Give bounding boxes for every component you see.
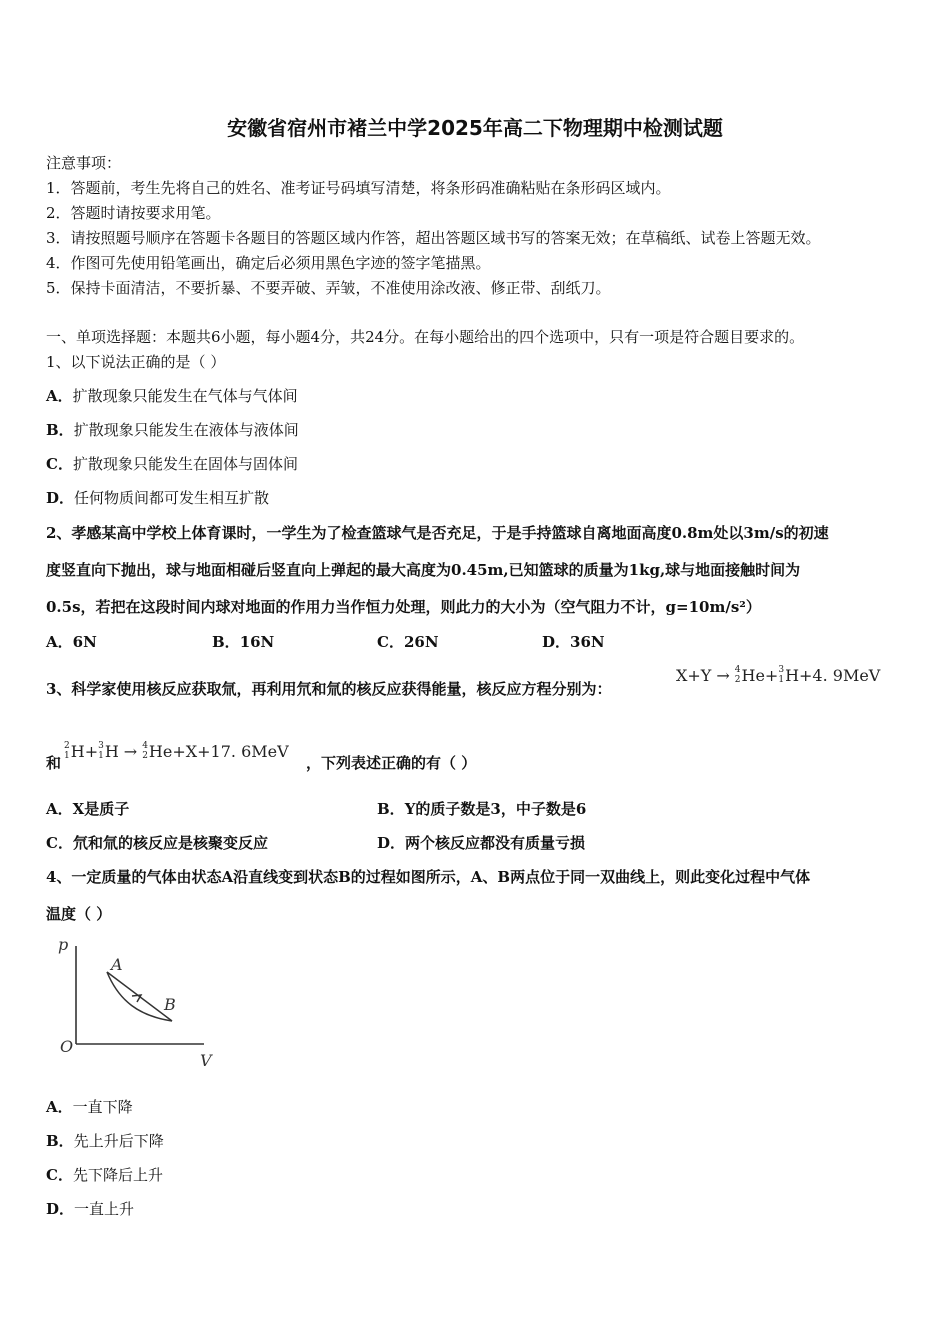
q1-option-a bbox=[46, 385, 298, 406]
v-label: V bbox=[200, 1051, 212, 1070]
pv-diagram bbox=[44, 936, 224, 1076]
option-letter: D． bbox=[377, 834, 406, 852]
option-letter: C． bbox=[377, 633, 404, 651]
notice-heading: 注意事项： bbox=[46, 154, 122, 172]
eq1-helium bbox=[735, 665, 779, 685]
section-heading: 一、单项选择题：本题共6小题，每小题4分，共24分。在每小题给出的四个选项中，只有一项是符合题目要求的。 bbox=[46, 328, 805, 346]
q2-option-a bbox=[46, 631, 97, 652]
q2-line-1: 2、孝感某高中学校上体育课时，一学生为了检查篮球气是否充足，于是手持篮球自离地面高度0.8m处以3m/s的初速 bbox=[46, 524, 829, 542]
q4-line-1: 4、一定质量的气体由状态A沿直线变到状态B的过程如图所示，A、B两点位于同一双曲线上，则此变化过程中气体 bbox=[46, 868, 811, 886]
notice-item-4: 4．作图可先使用铅笔画出，确定后必须用黑色字迹的签字笔描黑。 bbox=[46, 254, 491, 272]
eq1-arrow: → bbox=[716, 665, 730, 685]
option-text: Y的质子数是3，中子数是6 bbox=[404, 800, 587, 818]
page-title: 安徽省宿州市褚兰中学2025年高二下物理期中检测试题 bbox=[227, 116, 723, 140]
mass-number: 3 bbox=[778, 665, 785, 675]
q3-option-b bbox=[377, 798, 586, 819]
eq2-tritium bbox=[98, 741, 119, 761]
q3-option-a bbox=[46, 798, 129, 819]
option-letter: A． bbox=[46, 1098, 73, 1116]
q3-stem: 3、科学家使用核反应获取氚，再利用氘和氚的核反应获得能量，核反应方程分别为： bbox=[46, 680, 612, 698]
q1-option-b bbox=[46, 419, 299, 440]
mass-number: 4 bbox=[734, 665, 741, 675]
q1-option-c bbox=[46, 453, 298, 474]
q4-option-c bbox=[46, 1164, 163, 1185]
q4-option-a bbox=[46, 1096, 133, 1117]
option-letter: B． bbox=[46, 1132, 74, 1150]
eq2-deuterium bbox=[64, 741, 98, 761]
option-letter: A． bbox=[46, 387, 73, 405]
notice-item-3: 3．请按照题号顺序在答题卡各题目的答题区域内作答，超出答题区域书写的答案无效；在草稿纸、试卷上答题无效。 bbox=[46, 229, 821, 247]
q2-option-b bbox=[212, 631, 274, 652]
q3-equation-1 bbox=[676, 665, 880, 685]
q1-option-d bbox=[46, 487, 269, 508]
atomic-number: 2 bbox=[734, 675, 741, 685]
q3-option-d bbox=[377, 832, 585, 853]
option-text: 26N bbox=[403, 633, 439, 651]
option-text: 16N bbox=[239, 633, 275, 651]
mass-number: 4 bbox=[142, 741, 148, 751]
p-label: p bbox=[58, 936, 69, 954]
option-text: 扩散现象只能发生在固体与固体间 bbox=[72, 455, 298, 473]
element-symbol: He+X bbox=[148, 741, 198, 761]
element-symbol: H bbox=[785, 665, 800, 685]
option-text: 一直下降 bbox=[72, 1098, 133, 1116]
q2-option-c bbox=[377, 631, 439, 652]
option-letter: A． bbox=[46, 800, 73, 818]
option-text: 一直上升 bbox=[74, 1200, 135, 1218]
element-symbol: H+ bbox=[70, 741, 99, 761]
q2-line-3: 0.5s，若把在这段时间内球对地面的作用力当作恒力处理，则此力的大小为（空气阻力不计，g=10m/s²） bbox=[46, 598, 761, 616]
mass-number: 3 bbox=[98, 741, 104, 751]
option-text: 氘和氚的核反应是核聚变反应 bbox=[72, 834, 268, 852]
option-letter: B． bbox=[377, 800, 405, 818]
option-text: 任何物质间都可发生相互扩散 bbox=[74, 489, 270, 507]
option-letter: A． bbox=[46, 633, 73, 651]
point-a-label: A bbox=[111, 955, 123, 974]
option-letter: C． bbox=[46, 834, 73, 852]
option-letter: B． bbox=[212, 633, 240, 651]
q4-option-d bbox=[46, 1198, 134, 1219]
atomic-number: 2 bbox=[142, 751, 148, 761]
option-letter: B． bbox=[46, 421, 74, 439]
atomic-number: 1 bbox=[64, 751, 70, 761]
q3-equation-2 bbox=[64, 741, 289, 761]
direction-arrow bbox=[132, 995, 141, 1002]
notice-item-5: 5．保持卡面清洁，不要折暴、不要弄破、弄皱，不准使用涂改液、修正带、刮纸刀。 bbox=[46, 279, 611, 297]
option-letter: D． bbox=[46, 489, 75, 507]
option-text: 6N bbox=[72, 633, 97, 651]
eq2-energy: +17. 6MeV bbox=[197, 741, 289, 761]
option-letter: C． bbox=[46, 1166, 73, 1184]
option-text: 扩散现象只能发生在气体与气体间 bbox=[72, 387, 298, 405]
eq1-energy: +4. 9MeV bbox=[799, 665, 881, 685]
option-text: 两个核反应都没有质量亏损 bbox=[405, 834, 586, 852]
point-b-label: B bbox=[164, 995, 176, 1014]
mass-number: 2 bbox=[64, 741, 70, 751]
option-text: X是质子 bbox=[72, 800, 130, 818]
option-text: 先上升后下降 bbox=[73, 1132, 164, 1150]
eq2-arrow: → bbox=[123, 741, 138, 761]
origin-label: O bbox=[60, 1037, 74, 1056]
q4-option-b bbox=[46, 1130, 164, 1151]
q3-tail: ，下列表述正确的有（ ） bbox=[306, 754, 477, 772]
eq1-lhs: X+Y bbox=[676, 665, 712, 685]
option-text: 扩散现象只能发生在液体与液体间 bbox=[73, 421, 299, 439]
eq1-tritium bbox=[778, 665, 799, 685]
q2-line-2: 度竖直向下抛出，球与地面相碰后竖直向上弹起的最大高度为0.45m,已知篮球的质量为1kg,球与地面接触时间为 bbox=[46, 561, 801, 579]
q1-stem: 1、以下说法正确的是（ ） bbox=[46, 353, 226, 371]
option-letter: D． bbox=[46, 1200, 75, 1218]
atomic-number: 1 bbox=[98, 751, 104, 761]
option-letter: D． bbox=[542, 633, 571, 651]
notice-item-2: 2．答题时请按要求用笔。 bbox=[46, 204, 221, 222]
element-symbol: He+ bbox=[741, 665, 779, 685]
q4-line-2: 温度（ ） bbox=[46, 905, 112, 923]
atomic-number: 1 bbox=[778, 675, 785, 685]
option-letter: C． bbox=[46, 455, 73, 473]
q3-and: 和 bbox=[46, 754, 62, 772]
element-symbol: H bbox=[104, 741, 119, 761]
q3-option-c bbox=[46, 832, 268, 853]
eq2-helium bbox=[142, 741, 197, 761]
notice-item-1: 1．答题前，考生先将自己的姓名、准考证号码填写清楚，将条形码准确粘贴在条形码区域内。 bbox=[46, 179, 671, 197]
option-text: 36N bbox=[570, 633, 605, 651]
option-text: 先下降后上升 bbox=[72, 1166, 163, 1184]
q2-option-d bbox=[542, 631, 605, 652]
